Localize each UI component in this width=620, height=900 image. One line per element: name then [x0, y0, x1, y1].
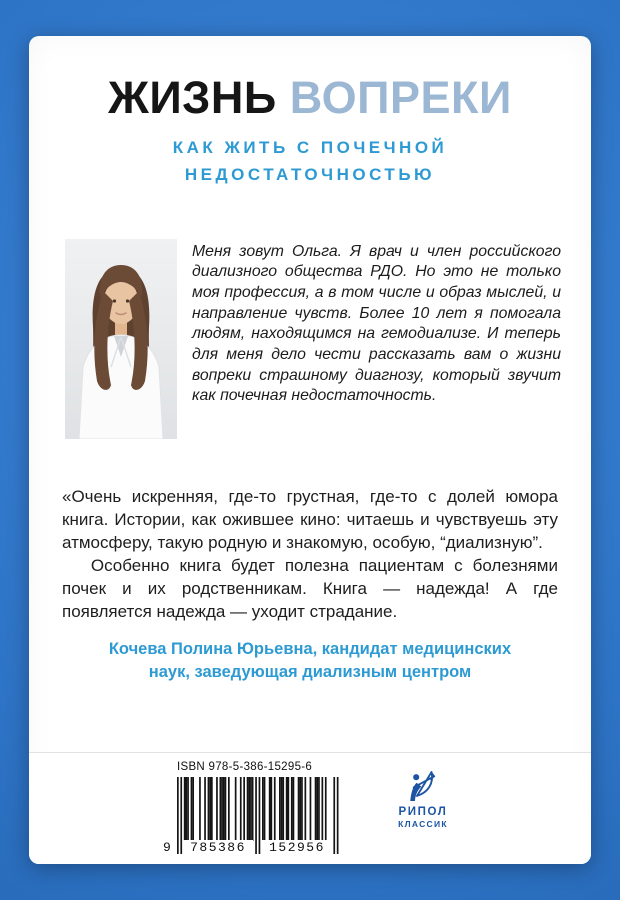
ean13-barcode: [163, 777, 339, 864]
attribution-line-1: Кочева Полина Юрьевна, кандидат медицинских: [108, 640, 512, 659]
review-paragraph-2: Особенно книга будет полезна пациентам с болезнями почек и их родственникам. Книга — надежда! А где появляется надежда — уходит страдание.: [62, 555, 558, 622]
title-word-vopreki: ВОПРЕКИ: [289, 72, 512, 123]
author-intro-text: Меня зовут Ольга. Я врач и член российского диализного общества РДО. Но это не только моя профессия, а в том числе и образ мыслей, и направление чувств. Более 10 лет я помогала людям, находящимся на гемодиализе. И теперь для меня дело чести рассказать вам о жизни вопреки страшному диагнозу, который звучит как почечная недостаточность.: [192, 242, 561, 405]
barcode-digits-right: 152956: [262, 840, 332, 855]
barcode-digit-first: 9: [163, 840, 171, 855]
publisher-name-ripol: РИПОЛ: [398, 806, 448, 818]
title-word-zhizn: ЖИЗНЬ: [108, 72, 277, 123]
book-back-cover: [29, 36, 591, 864]
subtitle-line-1: КАК ЖИТЬ С ПОЧЕЧНОЙ: [172, 138, 448, 158]
author-intro-section: [65, 239, 561, 439]
review-paragraph-1: «Очень искренняя, где-то грустная, где-то с долей юмора книга. Истории, как ожившее кино: читаешь и чувствуешь эту атмосферу, такую родную и знакомую, особую, “диализную”.: [62, 486, 558, 552]
attribution-line-2: наук, заведующая диализным центром: [148, 662, 472, 681]
publisher-logo-block: [387, 758, 459, 829]
isbn-label: ISBN 978-5-386-15295-6: [177, 761, 313, 773]
footer-strip: [29, 752, 591, 864]
author-photo: [65, 239, 177, 439]
barcode-digits-left: 785386: [183, 840, 253, 855]
publisher-name-klassik: КЛАССИК: [398, 819, 448, 829]
review-attribution: [29, 638, 591, 683]
isbn-barcode-block: [161, 758, 361, 864]
subtitle-line-2: НЕДОСТАТОЧНОСТЬЮ: [184, 165, 436, 185]
book-subtitle: [29, 134, 591, 188]
book-title: [29, 74, 591, 121]
review-quote: [62, 485, 558, 624]
author-portrait-illustration: [65, 239, 177, 439]
archer-icon: [406, 766, 440, 802]
